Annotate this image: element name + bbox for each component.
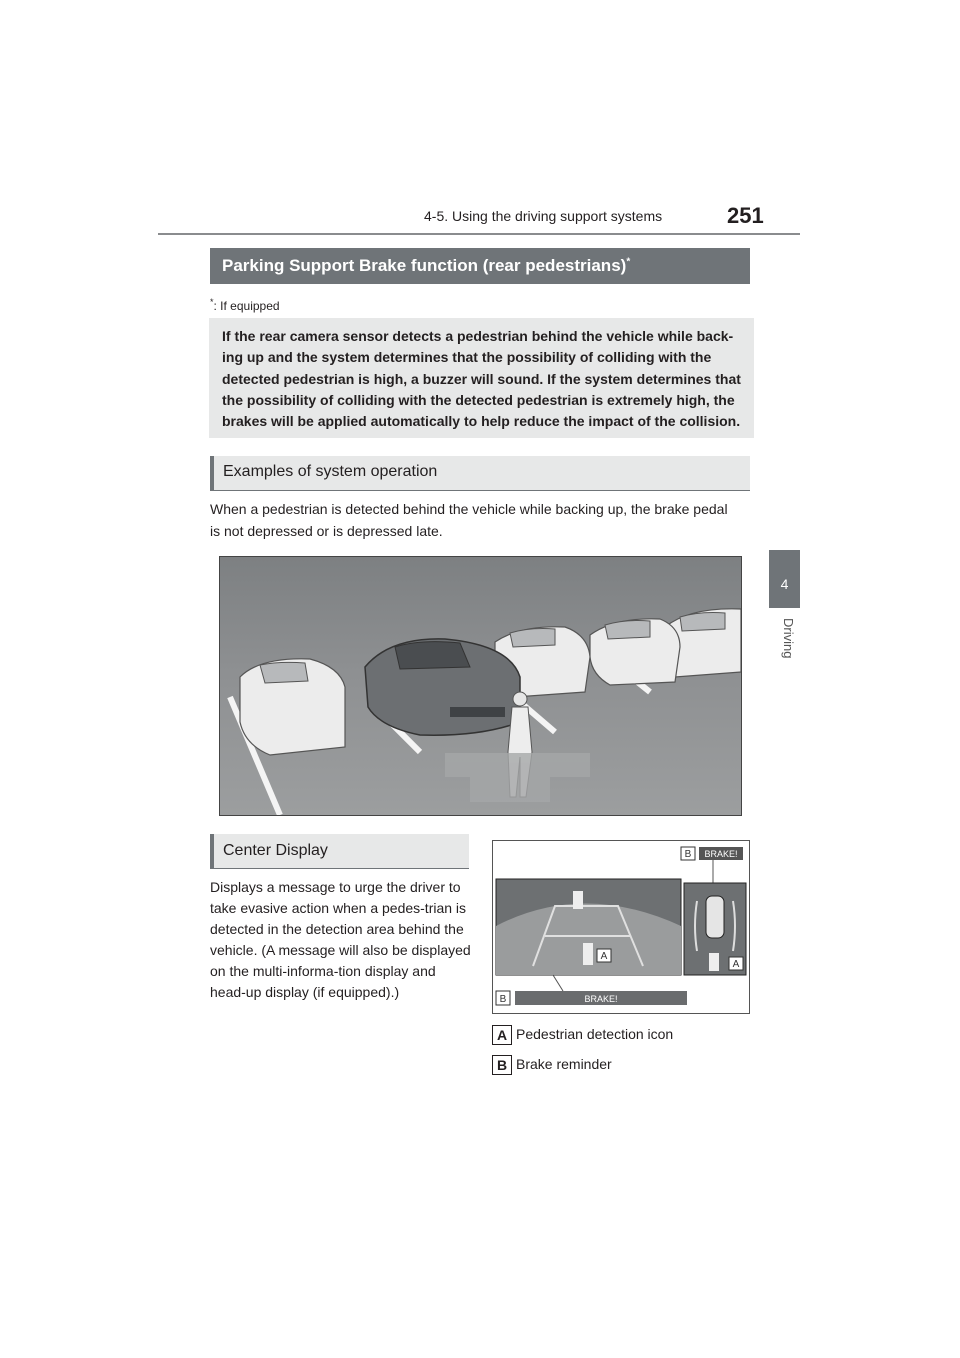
summary-text: If the rear camera sensor detects a pedestrian behind the vehicle while back-ing up and the system determines that the possibility of colliding with the detected pedestrian is high, a buzzer will sound. If the system determines that the possibility of colliding with the detected pedestrian is extremely high, the brakes will be applied automatically to help reduce the impact of the collision. xyxy=(222,328,741,430)
vehicle-top-icon xyxy=(706,896,724,938)
legend-label-a: Pedestrian detection icon xyxy=(516,1026,674,1042)
dark-vehicle xyxy=(365,639,520,735)
legend-key-b: B xyxy=(492,1055,512,1075)
brake-banner-label: BRAKE! xyxy=(584,994,618,1004)
callout-a-side-label: A xyxy=(732,959,740,970)
center-display-body: Displays a message to urge the driver to take evasive action when a pedes-trian is detected in the detection area behind the vehicle. (A message will also be displayed on the multi-informa-tion display and head-up display (if equipped).) xyxy=(210,879,471,1000)
footnote-mark: * xyxy=(210,297,214,307)
parking-illustration-graphic xyxy=(220,557,741,815)
footnote xyxy=(210,297,280,313)
chapter-tab-label: Driving xyxy=(781,618,796,659)
section-heading xyxy=(222,256,630,276)
section-heading-text: Parking Support Brake function (rear pedestrians) xyxy=(222,256,627,275)
banner-leader-line xyxy=(553,975,563,991)
pedestrian-near xyxy=(583,943,593,965)
callout-b-top-label: B xyxy=(684,849,692,860)
examples-body: When a pedestrian is detected behind the vehicle while backing up, the brake pedal is not depressed or is depressed late. xyxy=(210,501,728,539)
parking-illustration xyxy=(219,556,742,816)
examples-heading: Examples of system operation xyxy=(223,463,438,480)
callout-b-bottom-label: B xyxy=(499,994,507,1005)
pedestrian-top-view xyxy=(709,953,719,971)
callout-a-main-label: A xyxy=(600,951,608,962)
footnote-text: : If equipped xyxy=(213,299,280,313)
pedestrian-far xyxy=(573,891,583,909)
legend-label-b: Brake reminder xyxy=(516,1056,612,1072)
brake-badge-top-label: BRAKE! xyxy=(704,849,738,859)
center-display-figure xyxy=(492,840,750,1014)
section-heading-footnote-mark: * xyxy=(626,256,631,268)
center-display-graphic xyxy=(493,841,749,1013)
chapter-tab-number: 4 xyxy=(780,576,789,592)
section-title: 4-5. Using the driving support systems xyxy=(424,208,663,224)
center-display-heading: Center Display xyxy=(223,842,328,859)
page-number: 251 xyxy=(727,203,764,228)
header-rule xyxy=(158,233,800,235)
legend-key-a: A xyxy=(492,1025,512,1045)
